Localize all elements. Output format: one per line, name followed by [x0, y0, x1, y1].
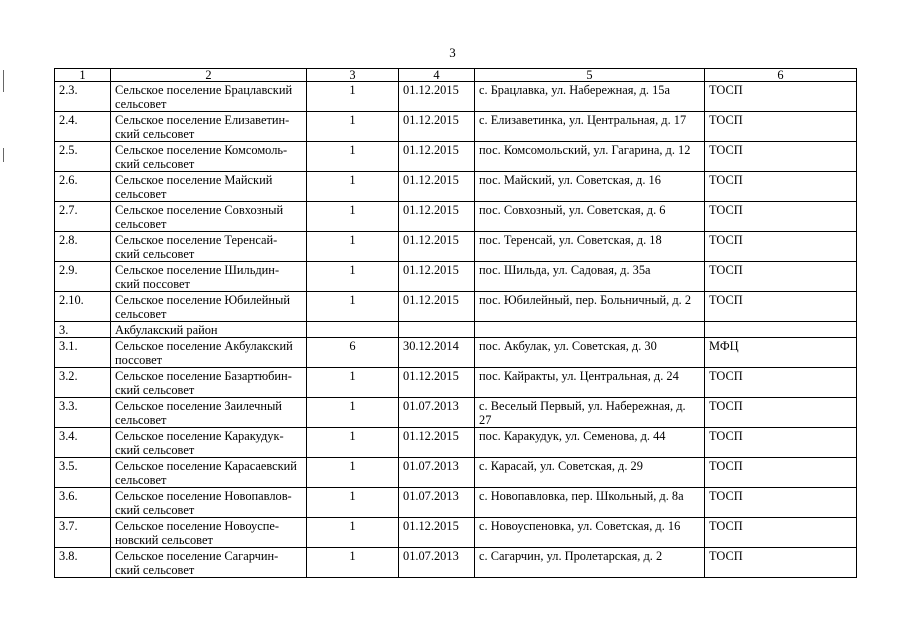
count-cell: 1	[307, 292, 399, 322]
settlement-name-cell: Сельское поселение Шильдин-ский поссовет	[111, 262, 307, 292]
row-number-cell: 2.8.	[55, 232, 111, 262]
table-row	[55, 142, 857, 172]
office-type-cell: ТОСП	[705, 428, 857, 458]
settlement-name-cell: Сельское поселение Заилечный сельсовет	[111, 398, 307, 428]
table-row	[55, 338, 857, 368]
header-cell: 2	[111, 69, 307, 82]
table-row	[55, 322, 857, 338]
page-number: 3	[449, 45, 456, 60]
date-cell: 01.07.2013	[399, 398, 475, 428]
table-row	[55, 398, 857, 428]
table-row	[55, 172, 857, 202]
table-row	[55, 202, 857, 232]
address-cell: с. Карасай, ул. Советская, д. 29	[475, 458, 705, 488]
table-row	[55, 112, 857, 142]
settlement-name-cell: Сельское поселение Майский сельсовет	[111, 172, 307, 202]
address-cell: пос. Акбулак, ул. Советская, д. 30	[475, 338, 705, 368]
office-type-cell: ТОСП	[705, 458, 857, 488]
row-number-cell: 3.6.	[55, 488, 111, 518]
count-cell: 1	[307, 488, 399, 518]
count-cell: 1	[307, 518, 399, 548]
date-cell: 01.12.2015	[399, 142, 475, 172]
address-cell: пос. Комсомольский, ул. Гагарина, д. 12	[475, 142, 705, 172]
address-cell: с. Новопавловка, пер. Школьный, д. 8а	[475, 488, 705, 518]
row-number-cell: 2.4.	[55, 112, 111, 142]
address-cell: с. Веселый Первый, ул. Набережная, д. 27	[475, 398, 705, 428]
table-row	[55, 458, 857, 488]
count-cell: 1	[307, 172, 399, 202]
office-type-cell: ТОСП	[705, 142, 857, 172]
row-number-cell: 2.3.	[55, 82, 111, 112]
address-cell: пос. Юбилейный, пер. Больничный, д. 2	[475, 292, 705, 322]
office-type-cell: ТОСП	[705, 172, 857, 202]
office-type-cell: ТОСП	[705, 82, 857, 112]
scan-edge-mark	[3, 148, 4, 162]
header-cell: 6	[705, 69, 857, 82]
address-cell: пос. Шильда, ул. Садовая, д. 35а	[475, 262, 705, 292]
settlement-name-cell: Акбулакский район	[111, 322, 307, 338]
date-cell: 01.12.2015	[399, 368, 475, 398]
row-number-cell: 3.	[55, 322, 111, 338]
office-type-cell: ТОСП	[705, 292, 857, 322]
office-type-cell: ТОСП	[705, 232, 857, 262]
settlement-name-cell: Сельское поселение Юбилейный сельсовет	[111, 292, 307, 322]
count-cell: 1	[307, 202, 399, 232]
office-type-cell: ТОСП	[705, 112, 857, 142]
count-cell: 1	[307, 112, 399, 142]
settlement-name-cell: Сельское поселение Сагарчин-ский сельсовет	[111, 548, 307, 578]
table-row	[55, 488, 857, 518]
count-cell: 1	[307, 368, 399, 398]
office-type-cell: ТОСП	[705, 202, 857, 232]
table-row	[55, 428, 857, 458]
date-cell: 01.07.2013	[399, 548, 475, 578]
settlement-name-cell: Сельское поселение Новоуспе-новский сельсовет	[111, 518, 307, 548]
date-cell: 01.12.2015	[399, 82, 475, 112]
settlement-name-cell: Сельское поселение Новопавлов-ский сельсовет	[111, 488, 307, 518]
row-number-cell: 2.5.	[55, 142, 111, 172]
office-type-cell: ТОСП	[705, 398, 857, 428]
settlement-name-cell: Сельское поселение Теренсай-ский сельсовет	[111, 232, 307, 262]
header-cell: 3	[307, 69, 399, 82]
count-cell: 1	[307, 142, 399, 172]
date-cell: 01.07.2013	[399, 458, 475, 488]
office-type-cell: МФЦ	[705, 338, 857, 368]
table-row	[55, 518, 857, 548]
row-number-cell: 2.6.	[55, 172, 111, 202]
count-cell: 1	[307, 262, 399, 292]
count-cell: 1	[307, 428, 399, 458]
date-cell	[399, 322, 475, 338]
scan-edge-mark	[3, 70, 4, 92]
header-row	[55, 69, 857, 82]
date-cell: 01.12.2015	[399, 112, 475, 142]
row-number-cell: 2.7.	[55, 202, 111, 232]
row-number-cell: 3.7.	[55, 518, 111, 548]
address-cell: с. Елизаветинка, ул. Центральная, д. 17	[475, 112, 705, 142]
table-row	[55, 548, 857, 578]
count-cell: 1	[307, 232, 399, 262]
count-cell: 6	[307, 338, 399, 368]
row-number-cell: 2.9.	[55, 262, 111, 292]
row-number-cell: 3.1.	[55, 338, 111, 368]
office-type-cell: ТОСП	[705, 262, 857, 292]
date-cell: 01.07.2013	[399, 488, 475, 518]
date-cell: 01.12.2015	[399, 172, 475, 202]
table-row	[55, 262, 857, 292]
settlement-name-cell: Сельское поселение Комсомоль-ский сельсовет	[111, 142, 307, 172]
table-row	[55, 232, 857, 262]
table-row	[55, 292, 857, 322]
settlement-name-cell: Сельское поселение Совхозный сельсовет	[111, 202, 307, 232]
office-type-cell: ТОСП	[705, 488, 857, 518]
row-number-cell: 3.5.	[55, 458, 111, 488]
office-type-cell: ТОСП	[705, 368, 857, 398]
address-cell: с. Сагарчин, ул. Пролетарская, д. 2	[475, 548, 705, 578]
address-cell: пос. Совхозный, ул. Советская, д. 6	[475, 202, 705, 232]
office-type-cell	[705, 322, 857, 338]
date-cell: 01.12.2015	[399, 202, 475, 232]
count-cell: 1	[307, 82, 399, 112]
table-row	[55, 368, 857, 398]
row-number-cell: 3.8.	[55, 548, 111, 578]
row-number-cell: 3.4.	[55, 428, 111, 458]
settlement-name-cell: Сельское поселение Базартюбин-ский сельсовет	[111, 368, 307, 398]
settlement-name-cell: Сельское поселение Брацлавский сельсовет	[111, 82, 307, 112]
address-cell: пос. Кайракты, ул. Центральная, д. 24	[475, 368, 705, 398]
office-type-cell: ТОСП	[705, 548, 857, 578]
settlement-name-cell: Сельское поселение Карасаевский сельсовет	[111, 458, 307, 488]
count-cell	[307, 322, 399, 338]
settlement-name-cell: Сельское поселение Каракудук-ский сельсовет	[111, 428, 307, 458]
date-cell: 30.12.2014	[399, 338, 475, 368]
address-cell	[475, 322, 705, 338]
address-cell: пос. Майский, ул. Советская, д. 16	[475, 172, 705, 202]
count-cell: 1	[307, 548, 399, 578]
settlement-name-cell: Сельское поселение Акбулакский поссовет	[111, 338, 307, 368]
row-number-cell: 3.2.	[55, 368, 111, 398]
count-cell: 1	[307, 458, 399, 488]
address-cell: пос. Каракудук, ул. Семенова, д. 44	[475, 428, 705, 458]
header-cell: 5	[475, 69, 705, 82]
header-cell: 1	[55, 69, 111, 82]
date-cell: 01.12.2015	[399, 232, 475, 262]
office-type-cell: ТОСП	[705, 518, 857, 548]
date-cell: 01.12.2015	[399, 518, 475, 548]
row-number-cell: 3.3.	[55, 398, 111, 428]
settlement-name-cell: Сельское поселение Елизаветин-ский сельсовет	[111, 112, 307, 142]
count-cell: 1	[307, 398, 399, 428]
address-cell: с. Новоуспеновка, ул. Советская, д. 16	[475, 518, 705, 548]
registry-table	[54, 68, 857, 578]
date-cell: 01.12.2015	[399, 292, 475, 322]
address-cell: с. Брацлавка, ул. Набережная, д. 15а	[475, 82, 705, 112]
date-cell: 01.12.2015	[399, 262, 475, 292]
table-row	[55, 82, 857, 112]
row-number-cell: 2.10.	[55, 292, 111, 322]
date-cell: 01.12.2015	[399, 428, 475, 458]
address-cell: пос. Теренсай, ул. Советская, д. 18	[475, 232, 705, 262]
header-cell: 4	[399, 69, 475, 82]
